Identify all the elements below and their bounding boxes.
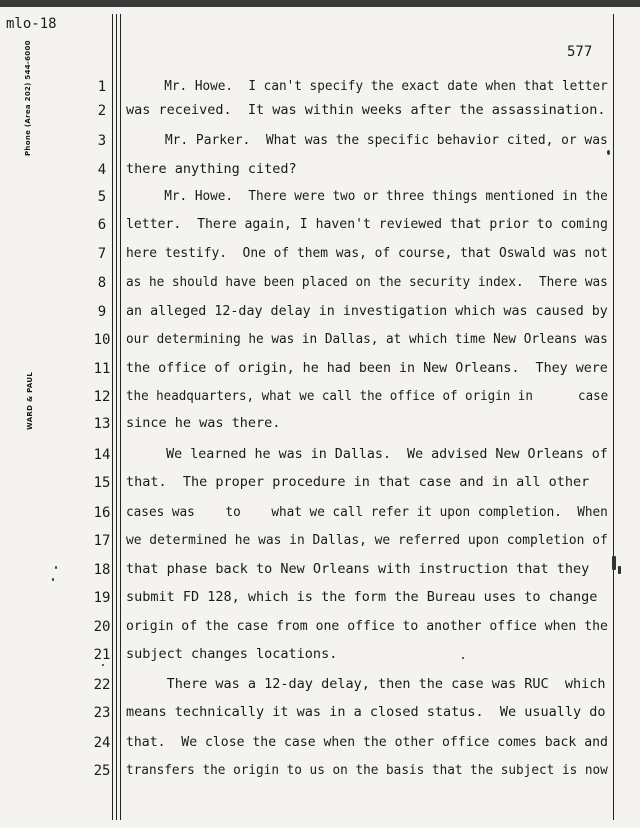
scan-mark [618, 566, 621, 574]
transcript-line: here testify. One of them was, of course, that Oswald was not [126, 245, 608, 261]
scan-mark [52, 578, 54, 581]
transcript-line: an alleged 12-day delay in investigation which was caused by [126, 303, 608, 319]
line-number: 15 [93, 475, 111, 491]
line-number: 23 [93, 705, 111, 721]
scan-mark [462, 657, 464, 659]
transcript-line: that. The proper procedure in that case and in all other [126, 474, 590, 490]
document-id: mlo-18 [6, 16, 57, 32]
transcript-line: means technically it was in a closed status. We usually do [126, 704, 606, 720]
transcript-line: submit FD 128, which is the form the Bureau uses to change [126, 589, 598, 605]
transcript-line: Mr. Howe. There were two or three things mentioned in the [126, 188, 608, 204]
line-number: 19 [93, 590, 111, 606]
line-number: 22 [93, 677, 111, 693]
transcript-line: that. We close the case when the other office comes back and [126, 734, 608, 750]
transcript-line: There was a 12-day delay, then the case was RUC which [126, 676, 606, 692]
transcript-line: our determining he was in Dallas, at which time New Orleans was [126, 331, 608, 347]
line-number: 2 [97, 103, 107, 119]
line-number: 5 [97, 189, 107, 205]
transcript-line: subject changes locations. [126, 646, 338, 662]
line-number: 1 [97, 79, 107, 95]
line-number: 16 [93, 505, 111, 521]
scan-top-edge [0, 0, 640, 7]
transcript-line: we determined he was in Dallas, we referred upon completion of [126, 532, 608, 548]
scan-mark [612, 556, 616, 570]
phone-sidebar-text: Phone (Area 202) 544-6000 [24, 40, 32, 156]
margin-rule-left-3 [120, 14, 121, 820]
line-number: 4 [97, 162, 107, 178]
line-number: 21 [93, 647, 111, 663]
transcript-line: cases was to what we call refer it upon completion. When [126, 504, 608, 520]
line-number: 11 [93, 361, 111, 377]
transcript-line: Mr. Parker. What was the specific behavior cited, or was [126, 132, 608, 148]
transcript-line: that phase back to New Orleans with instruction that they [126, 561, 590, 577]
transcript-line: We learned he was in Dallas. We advised New Orleans of [126, 446, 608, 462]
transcript-line: transfers the origin to us on the basis that the subject is now [126, 762, 608, 778]
line-number: 13 [93, 416, 111, 432]
transcript-line: there anything cited? [126, 161, 297, 177]
line-number: 7 [97, 246, 107, 262]
line-number: 17 [93, 533, 111, 549]
line-number: 20 [93, 619, 111, 635]
scan-mark [102, 664, 104, 666]
firm-sidebar-text: WARD & PAUL [26, 371, 34, 430]
line-number: 3 [97, 133, 107, 149]
transcript-line: was received. It was within weeks after the assassination. [126, 102, 606, 118]
transcript-line: letter. There again, I haven't reviewed that prior to coming [126, 216, 608, 232]
line-number: 10 [93, 332, 111, 348]
line-number: 24 [93, 735, 111, 751]
line-number: 18 [93, 562, 111, 578]
transcript-line: the office of origin, he had been in New Orleans. They were [126, 360, 608, 376]
margin-rule-right [613, 14, 614, 820]
page-number: 577 [567, 44, 593, 60]
line-number: 9 [97, 304, 107, 320]
line-number: 8 [97, 275, 107, 291]
transcript-line: origin of the case from one office to another office when the [126, 618, 608, 634]
transcript-line: as he should have been placed on the security index. There was [126, 274, 608, 290]
transcript-line: since he was there. [126, 415, 281, 431]
scan-mark [55, 566, 57, 569]
transcript-line: the headquarters, what we call the office of origin in case [126, 388, 609, 404]
line-number: 12 [93, 389, 111, 405]
transcript-line: Mr. Howe. I can't specify the exact date when that letter [126, 78, 608, 94]
line-number: 25 [93, 763, 111, 779]
line-number: 6 [97, 217, 107, 233]
scan-mark [607, 150, 610, 155]
line-number: 14 [93, 447, 111, 463]
